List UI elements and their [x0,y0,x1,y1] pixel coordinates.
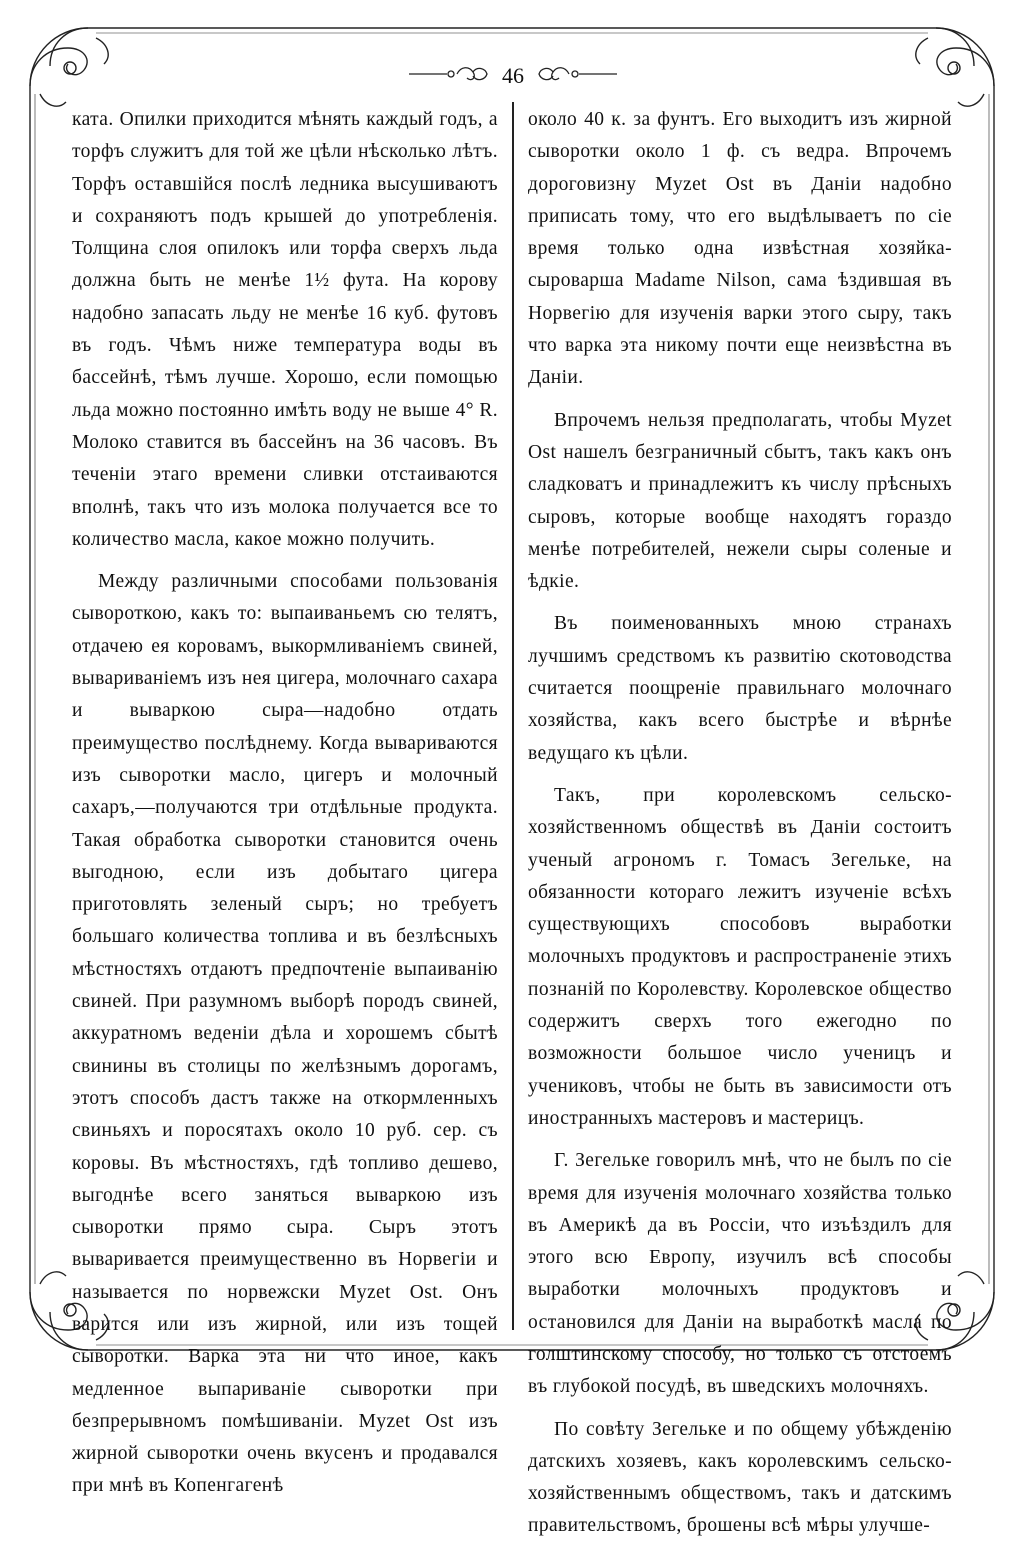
page-number: 46 [502,63,524,88]
column-divider [512,102,514,1330]
header-ornament-left [407,64,491,88]
right-paragraph-5: Г. Зегелькe говорилъ мнѣ, что не былъ по сіе время для изученія молочнаго хозяйства только въ Америкѣ да въ Россіи, что изъѣздилъ для этого всю Европу, изучилъ всѣ способы выработки молочныхъ продуктовъ и остановился для Даніи на выработкѣ масла по голштинскому способу, но только съ отстоемъ въ глубокой посудѣ, въ шведскихъ молочняхъ. [528,1150,952,1398]
right-paragraph-1: около 40 к. за фунтъ. Его выходитъ изъ жирной сыворотки около 1 ф. съ ведра. Впрочемъ дороговизну Myzet Ost въ Даніи надобно приписать тому, что его выдѣлываетъ по сіе время только одна извѣстная хозяйка-сыроварша Madame Nilson, сама ѣздившая въ Норвегію для изученія варки этого сыру, такъ что варка эта никому почти еще неизвѣстна въ Даніи. [528,109,952,389]
right-column [528,104,952,1537]
left-paragraph-2: Между различными способами пользованія сывороткою, какъ то: выпаиваньемъ сю телятъ, отдачею ея коровамъ, выкормливаніемъ свиней, вывариваніемъ изъ нея цигера, молочнаго сахара и вываркою сыра—надобно отдать преимущество послѣднему. Когда вывариваются изъ сыворотки масло, цигеръ и молочный сахаръ,—получаются три отдѣльные продукта. Такая обработка сыворотки становится очень выгодною, если изъ добытаго цигера приготовлять зеленый сыръ; но требуетъ большаго количества топлива и въ безлѣсныхъ мѣстностяхъ отдаютъ предпочтеніе выпаиванію свиней. При разумномъ выборѣ породъ свиней, аккуратномъ веденіи дѣла и хорошемъ сбытѣ свинины въ столицы по желѣзнымъ дорогамъ, этотъ способъ дастъ также на откормленныхъ свиньяхъ и поросятахъ около 10 руб. сер. съ коровы. Въ мѣстностяхъ, гдѣ топливо дешево, выгоднѣе всего заняться вываркою изъ сыворотки прямо сыра. Сыръ этотъ вываривается преимущественно въ Норвегіи и называется по норвежски Myzet Ost. Онъ варится или изъ жирной, или изъ тощей сыворотки. Варка эта ни что иное, какъ медленное выпариваніе сыворотки при безпрерывномъ помѣшиваніи. Myzet Ost изъ жирной сыворотки очень вкусенъ и продавался при мнѣ въ Копенгагенѣ [72,571,498,1497]
header-ornament-right [535,64,619,88]
right-paragraph-4: Такъ, при королевскомъ сельско-хозяйственномъ обществѣ въ Даніи состоитъ ученый агрономъ г. Томасъ Зегелькe, на обязанности котораго лежитъ изученіе всѣхъ существующихъ способовъ выработки молочныхъ продуктовъ и распространеніе этихъ познаній по Королевству. Королевское общество содержитъ сверхъ того ежегодно по возможности большое число ученицъ и учениковъ, чтобы не быть въ зависимости отъ иностранныхъ мастеровъ и мастерицъ. [528,784,952,1129]
page-header [0,58,1026,94]
right-paragraph-3: Въ поименованныхъ мною странахъ лучшимъ средствомъ къ развитію скотоводства считается поощреніе правильнаго молочнаго хозяйства, какъ всего быстрѣе и вѣрнѣе ведущаго къ цѣли. [528,613,952,764]
left-column [72,104,498,1497]
right-paragraph-2: Впрочемъ нельзя предполагать, чтобы Myzet Ost нашелъ безграничный сбытъ, такъ какъ онъ сладковатъ и принадлежитъ къ числу прѣсныхъ сыровъ, которые вообще находятъ гораздо менѣе потребителей, нежели сыры соленые и ѣдкіе. [528,409,952,593]
right-paragraph-6: По совѣту Зегелькe и по общему убѣжденію датскихъ хозяевъ, какъ королевскимъ сельско-хозяйственнымъ обществомъ, такъ и датскимъ правительствомъ, брошены всѣ мѣры улучше- [528,1418,952,1537]
left-paragraph-1: ката. Опилки приходится мѣнять каждый годъ, а торфъ служитъ для той же цѣли нѣсколько лѣтъ. Торфъ оставшійся послѣ ледника высушиваютъ и сохраняютъ подъ крышей до употребленія. Толщина слоя опилокъ или торфа сверхъ льда должна быть не менѣе 1½ фута. На корову надобно запасать льду не менѣе 16 куб. футовъ въ годъ. Чѣмъ ниже температура воды въ бассейнѣ, тѣмъ лучше. Хорошо, если помощью льда можно постоянно имѣть воду не выше 4° R. Молоко ставится въ бассейнъ на 36 часовъ. Въ теченіи этаго времени сливки отстаиваются вполнѣ, такъ что изъ молока получается все то количество масла, какое можно получить. [72,109,498,550]
